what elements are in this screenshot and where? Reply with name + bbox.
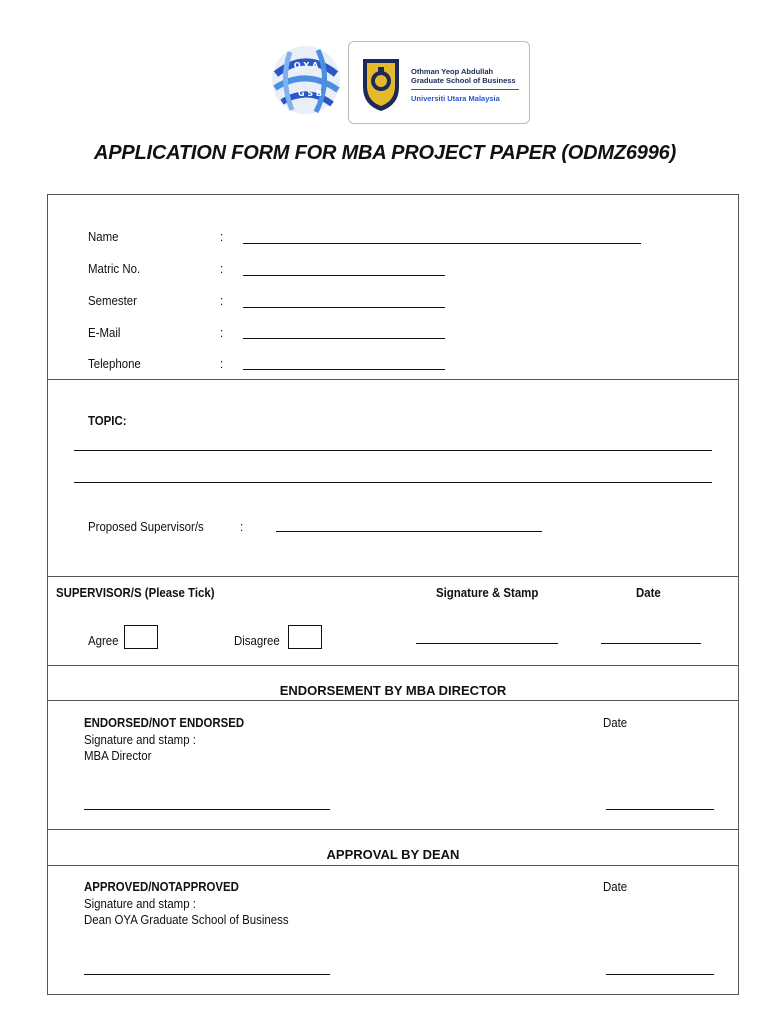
endorsement-date-label: Date bbox=[603, 715, 628, 730]
proposed-supervisor-colon: : bbox=[240, 519, 244, 534]
matric-colon: : bbox=[220, 261, 224, 276]
agree-checkbox[interactable] bbox=[124, 625, 158, 649]
endorsement-heading: ENDORSEMENT BY MBA DIRECTOR bbox=[279, 683, 507, 698]
logo-text-line1: Othman Yeop Abdullah bbox=[411, 67, 494, 76]
section-divider bbox=[48, 665, 738, 666]
uum-seal-icon bbox=[359, 53, 403, 113]
approval-role-label: Dean OYA Graduate School of Business bbox=[84, 912, 289, 927]
proposed-supervisor-field[interactable] bbox=[276, 531, 542, 532]
topic-line-2[interactable] bbox=[74, 482, 712, 483]
topic-label: TOPIC: bbox=[88, 413, 127, 428]
endorsement-status: ENDORSED/NOT ENDORSED bbox=[84, 715, 245, 730]
endorsement-role-label: MBA Director bbox=[84, 748, 152, 763]
matric-label: Matric No. bbox=[88, 261, 141, 276]
name-colon: : bbox=[220, 229, 224, 244]
signature-stamp-heading: Signature & Stamp bbox=[436, 585, 539, 600]
approval-date-label: Date bbox=[603, 879, 628, 894]
semester-colon: : bbox=[220, 293, 224, 308]
approval-status: APPROVED/NOTAPPROVED bbox=[84, 879, 239, 894]
telephone-colon: : bbox=[220, 356, 224, 371]
approval-heading: APPROVAL BY DEAN bbox=[326, 847, 460, 862]
semester-label: Semester bbox=[88, 293, 137, 308]
logo-text-line2: Graduate School of Business bbox=[411, 76, 516, 85]
uum-logo-box bbox=[348, 41, 530, 124]
section-divider bbox=[48, 865, 738, 866]
section-divider bbox=[48, 576, 738, 577]
date-heading: Date bbox=[636, 585, 661, 600]
email-field[interactable] bbox=[243, 338, 445, 339]
section-divider bbox=[48, 829, 738, 830]
supervisor-signature-field[interactable] bbox=[416, 643, 558, 644]
endorsement-date-field[interactable] bbox=[606, 809, 714, 810]
proposed-supervisor-label: Proposed Supervisor/s bbox=[88, 519, 204, 534]
application-form bbox=[47, 194, 739, 995]
telephone-field[interactable] bbox=[243, 369, 445, 370]
endorsement-signature-field[interactable] bbox=[84, 809, 330, 810]
supervisor-heading: SUPERVISOR/S (Please Tick) bbox=[56, 585, 215, 600]
approval-signature-field[interactable] bbox=[84, 974, 330, 975]
section-divider bbox=[48, 379, 738, 380]
name-field[interactable] bbox=[243, 243, 641, 244]
semester-field[interactable] bbox=[243, 307, 445, 308]
svg-text:G S B: G S B bbox=[298, 89, 322, 98]
matric-field[interactable] bbox=[243, 275, 445, 276]
logo-divider bbox=[411, 89, 519, 90]
disagree-checkbox[interactable] bbox=[288, 625, 322, 649]
email-label: E-Mail bbox=[88, 325, 121, 340]
oyagsb-globe-logo bbox=[270, 44, 342, 116]
endorsement-signature-label: Signature and stamp : bbox=[84, 732, 196, 747]
form-title: APPLICATION FORM FOR MBA PROJECT PAPER (ODMZ6996) bbox=[93, 142, 677, 164]
name-label: Name bbox=[88, 229, 119, 244]
approval-date-field[interactable] bbox=[606, 974, 714, 975]
logo-text-line3: Universiti Utara Malaysia bbox=[411, 94, 500, 103]
email-colon: : bbox=[220, 325, 224, 340]
svg-text:O Y A: O Y A bbox=[293, 61, 319, 70]
topic-line-1[interactable] bbox=[74, 450, 712, 451]
disagree-label: Disagree bbox=[234, 633, 280, 648]
section-divider bbox=[48, 700, 738, 701]
supervisor-date-field[interactable] bbox=[601, 643, 701, 644]
telephone-label: Telephone bbox=[88, 356, 141, 371]
agree-label: Agree bbox=[88, 633, 119, 648]
approval-signature-label: Signature and stamp : bbox=[84, 896, 196, 911]
